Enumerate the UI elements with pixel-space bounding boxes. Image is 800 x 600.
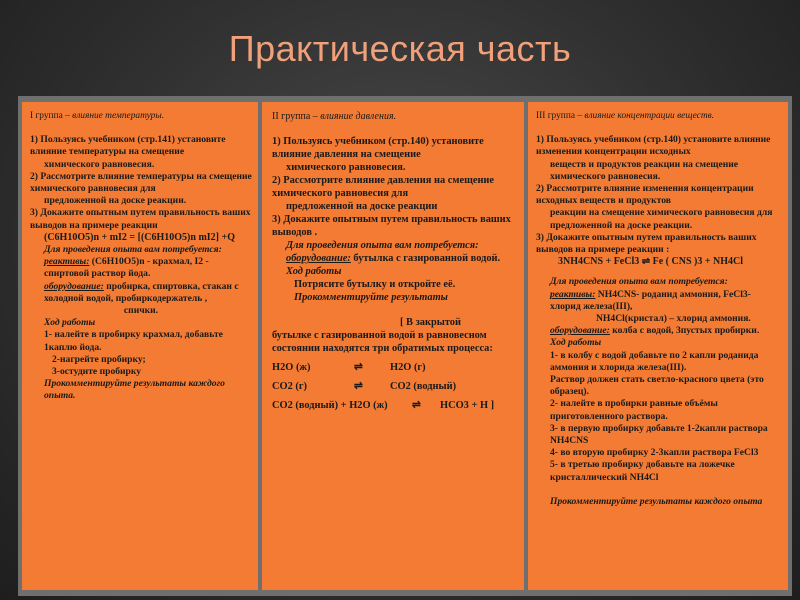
group3-comment: Прокомментируйте результаты каждого опыта bbox=[550, 495, 763, 507]
group3-task2b: реакции на смещение химического равновесия для предложенной на доске реакции. bbox=[550, 207, 773, 231]
group2-column bbox=[262, 102, 524, 590]
group2-note-a: [ В закрытой bbox=[400, 317, 461, 328]
group2-eq2: CO2 (г) ⇌ CO2 (водный) bbox=[272, 381, 457, 392]
group3-step1: 1- в колбу с водой добавьте по 2 капли роданида аммония и хлорида железа(III). bbox=[550, 349, 759, 373]
group2-needs: Для проведения опыта вам потребуется: bbox=[286, 240, 479, 251]
group2-eq1: H2O (ж) ⇌ H2O (г) bbox=[272, 362, 426, 373]
group3-reagents-b: NH4Cl(кристал) – хлорид аммония. bbox=[596, 313, 751, 325]
group1-reagents: реактивы: (C6H10O5)n - крахмал, I2 - спиртовой раствор йода. bbox=[44, 256, 209, 280]
group1-step1: 1- налейте в пробирку крахмал, добавьте 1каплю йода. bbox=[44, 329, 223, 353]
group1-header: I группа – влияние температуры. bbox=[30, 111, 165, 121]
group3-header: III группа – влияние концентрации веществ. bbox=[536, 111, 715, 121]
group1-task1: 1) Пользуясь учебником (стр.141) установите влияние температуры на смещение bbox=[30, 134, 226, 158]
slide-title: Практическая часть bbox=[228, 28, 572, 69]
group1-step2: 2-нагрейте пробирку; bbox=[52, 353, 146, 365]
group3-step5: 5- в третью пробирку добавьте на ложечке кристаллический NH4Cl bbox=[550, 459, 735, 483]
group1-task2b: предложенной на доске реакции. bbox=[44, 195, 187, 207]
group3-step2: 2- налейте в пробирки равные объёмы приготовленного раствора. bbox=[550, 398, 718, 422]
group2-procedure: Ход работы bbox=[286, 266, 342, 277]
group1-reaction: (C6H10O5)n + mI2 = [(C6H10O5)n mI2] +Q bbox=[44, 231, 235, 243]
group2-task3: 3) Докажите опытным путем правильность ваших выводов . bbox=[272, 214, 511, 238]
group2-step1: Потрясите бутылку и откройте её. bbox=[294, 279, 456, 290]
group2-equipment: оборудование: бутылка с газированной водой. bbox=[286, 253, 501, 264]
group1-column bbox=[22, 102, 258, 590]
group1-task1b: химического равновесия. bbox=[44, 158, 155, 170]
group3-reagents: реактивы: NH4CNS- роданид аммония, FeCl3- хлорид железа(III), bbox=[550, 288, 751, 312]
group3-equipment: оборудование: колба с водой, 3пустых пробирки. bbox=[550, 325, 760, 337]
group1-comment: Прокомментируйте результаты каждого опыта. bbox=[44, 378, 225, 402]
group2-task1b: химического равновесия. bbox=[286, 162, 406, 173]
instruction-table bbox=[18, 96, 792, 596]
group3-step3: 3- в первую пробирку добавьте 1-2капли раствора NH4CNS bbox=[550, 422, 768, 447]
group2-task1: 1) Пользуясь учебником (стр.140) установите влияние давления на смещение bbox=[272, 136, 484, 160]
group3-reaction: 3NH4CNS + FeCl3 ⇌ Fe ( CNS )3 + NH4Cl bbox=[558, 256, 744, 268]
group3-task2: 2) Рассмотрите влияние изменения концентрации исходных веществ и продуктов bbox=[536, 183, 754, 207]
group1-needs: Для проведения опыта вам потребуется: bbox=[44, 244, 222, 256]
group2-note-b: бутылке с газированной водой в равновесном состоянии находятся три обратимых процесса: bbox=[272, 330, 493, 354]
group1-step3: 3-остудите пробирку bbox=[52, 366, 142, 378]
group3-step1b: Раствор должен стать светло-красного цвета (это образец). bbox=[550, 374, 764, 398]
group1-task2: 2) Рассмотрите влияние температуры на смещение химического равновесия для bbox=[30, 170, 252, 195]
group3-step4: 4- во вторую пробирку 2-3капли раствора FeCl3 bbox=[550, 447, 759, 459]
group3-task3: 3) Докажите опытным путем правильность ваших выводов на примере реакции : bbox=[536, 231, 757, 256]
group3-column bbox=[528, 102, 788, 590]
group2-eq3: CO2 (водный) + H2O (ж) ⇌ HCO3 + H ] bbox=[272, 400, 495, 411]
group2-task2b: предложенной на доске реакции bbox=[286, 201, 438, 212]
group1-procedure: Ход работы bbox=[44, 317, 96, 329]
group3-task1b: веществ и продуктов реакции на смещение химического равновесия. bbox=[550, 158, 739, 182]
group2-comment: Прокомментируйте результаты bbox=[294, 292, 448, 303]
group1-task3: 3) Докажите опытным путем правильность ваших выводов на примере реакции bbox=[30, 207, 251, 231]
group1-equipment: оборудование: пробирка, спиртовка, стакан с холодной водой, пробиркодержатель , bbox=[44, 280, 239, 304]
group2-header: II группа – влияние давления. bbox=[272, 111, 397, 122]
group3-needs: Для проведения опыта вам потребуется: bbox=[550, 276, 728, 288]
group3-procedure: Ход работы bbox=[550, 337, 602, 349]
group1-equipment-b: спички. bbox=[123, 305, 159, 317]
group2-task2: 2) Рассмотрите влияние давления на смещение химического равновесия для bbox=[272, 175, 495, 199]
group3-task1: 1) Пользуясь учебником (стр.140) установите влияние изменения концентрации исходных bbox=[536, 134, 771, 158]
